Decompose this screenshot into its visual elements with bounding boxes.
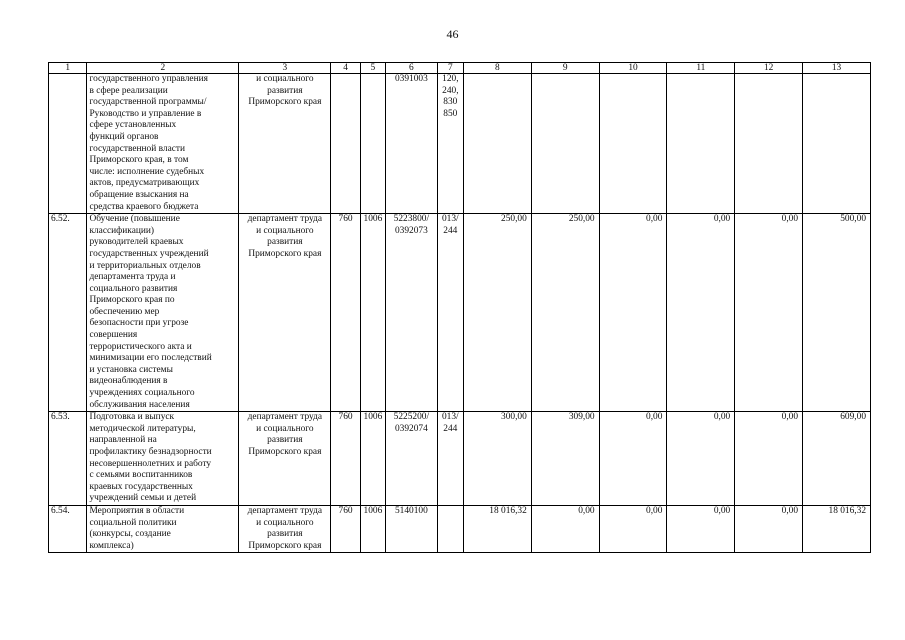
column-header: 6: [386, 63, 438, 74]
column-header: 8: [463, 63, 531, 74]
column-header: 5: [360, 63, 385, 74]
value-cell: [531, 74, 599, 214]
total-cell: [803, 74, 871, 214]
column-header: 10: [599, 63, 667, 74]
value-cell: 18 016,32: [463, 505, 531, 552]
grbs-cell: 760: [331, 505, 360, 552]
csr-cell: 5225200/ 0392074: [386, 412, 438, 506]
grbs-cell: [331, 74, 360, 214]
column-header: 3: [239, 63, 331, 74]
csr-cell: 5223800/ 0392073: [386, 214, 438, 412]
row-number-cell: 6.53.: [49, 412, 87, 506]
grbs-cell: 760: [331, 412, 360, 506]
table-row: [49, 214, 871, 412]
row-number-cell: 6.54.: [49, 505, 87, 552]
measure-name-cell: Подготовка и выпуск методической литературы, направленной на профилактику безнадзорности несовершеннолетних и работу с семьями воспитанников краевых государственных учреждений семьи и детей: [87, 412, 239, 506]
header-row: [49, 63, 871, 74]
budget-table: [48, 62, 871, 553]
value-cell: 0,00: [599, 214, 667, 412]
rzpr-cell: 1006: [360, 505, 385, 552]
value-cell: 0,00: [735, 214, 803, 412]
rzpr-cell: 1006: [360, 412, 385, 506]
column-header: 12: [735, 63, 803, 74]
column-header: 1: [49, 63, 87, 74]
vr-cell: [437, 505, 463, 552]
measure-name-cell: государственного управления в сфере реализации государственной программы/ Руководство и управление в сфере установленных функций органов государственной власти Приморского края, в том числе: исполнение судебных актов, предусматривающих обращение взыскания на средства краевого бюджета: [87, 74, 239, 214]
value-cell: [463, 74, 531, 214]
csr-cell: 5140100: [386, 505, 438, 552]
value-cell: 0,00: [667, 412, 735, 506]
table-row: [49, 412, 871, 506]
value-cell: [667, 74, 735, 214]
table-row: [49, 505, 871, 552]
column-header: 11: [667, 63, 735, 74]
column-header: 7: [437, 63, 463, 74]
measure-name-cell: Обучение (повышение классификации) руководителей краевых государственных учреждений и территориальных отделов департамента труда и социального развития Приморского края по обеспечению мер безопасности при угрозе совершения террористического акта и минимизации его последствий и установка системы видеонаблюдения в учреждениях социального обслуживания населения: [87, 214, 239, 412]
value-cell: 0,00: [599, 412, 667, 506]
csr-cell: 0391003: [386, 74, 438, 214]
row-number-cell: [49, 74, 87, 214]
total-cell: 500,00: [803, 214, 871, 412]
measure-name-cell: Мероприятия в области социальной политики (конкурсы, создание комплекса): [87, 505, 239, 552]
rzpr-cell: 1006: [360, 214, 385, 412]
column-header: 4: [331, 63, 360, 74]
table-row: [49, 74, 871, 214]
value-cell: 0,00: [735, 412, 803, 506]
value-cell: 250,00: [463, 214, 531, 412]
vr-cell: 120, 240, 830 850: [437, 74, 463, 214]
value-cell: 250,00: [531, 214, 599, 412]
value-cell: 300,00: [463, 412, 531, 506]
total-cell: 609,00: [803, 412, 871, 506]
rzpr-cell: [360, 74, 385, 214]
value-cell: 0,00: [735, 505, 803, 552]
value-cell: 0,00: [599, 505, 667, 552]
executor-cell: и социального развития Приморского края: [239, 74, 331, 214]
value-cell: 0,00: [667, 214, 735, 412]
total-cell: 18 016,32: [803, 505, 871, 552]
executor-cell: департамент труда и социального развития Приморского края: [239, 214, 331, 412]
value-cell: 0,00: [531, 505, 599, 552]
grbs-cell: 760: [331, 214, 360, 412]
vr-cell: 013/ 244: [437, 214, 463, 412]
executor-cell: департамент труда и социального развития Приморского края: [239, 505, 331, 552]
value-cell: [735, 74, 803, 214]
page-number: 46: [446, 27, 459, 41]
executor-cell: департамент труда и социального развития Приморского края: [239, 412, 331, 506]
value-cell: 309,00: [531, 412, 599, 506]
vr-cell: 013/ 244: [437, 412, 463, 506]
column-header: 9: [531, 63, 599, 74]
value-cell: [599, 74, 667, 214]
value-cell: 0,00: [667, 505, 735, 552]
row-number-cell: 6.52.: [49, 214, 87, 412]
column-header: 13: [803, 63, 871, 74]
column-header: 2: [87, 63, 239, 74]
